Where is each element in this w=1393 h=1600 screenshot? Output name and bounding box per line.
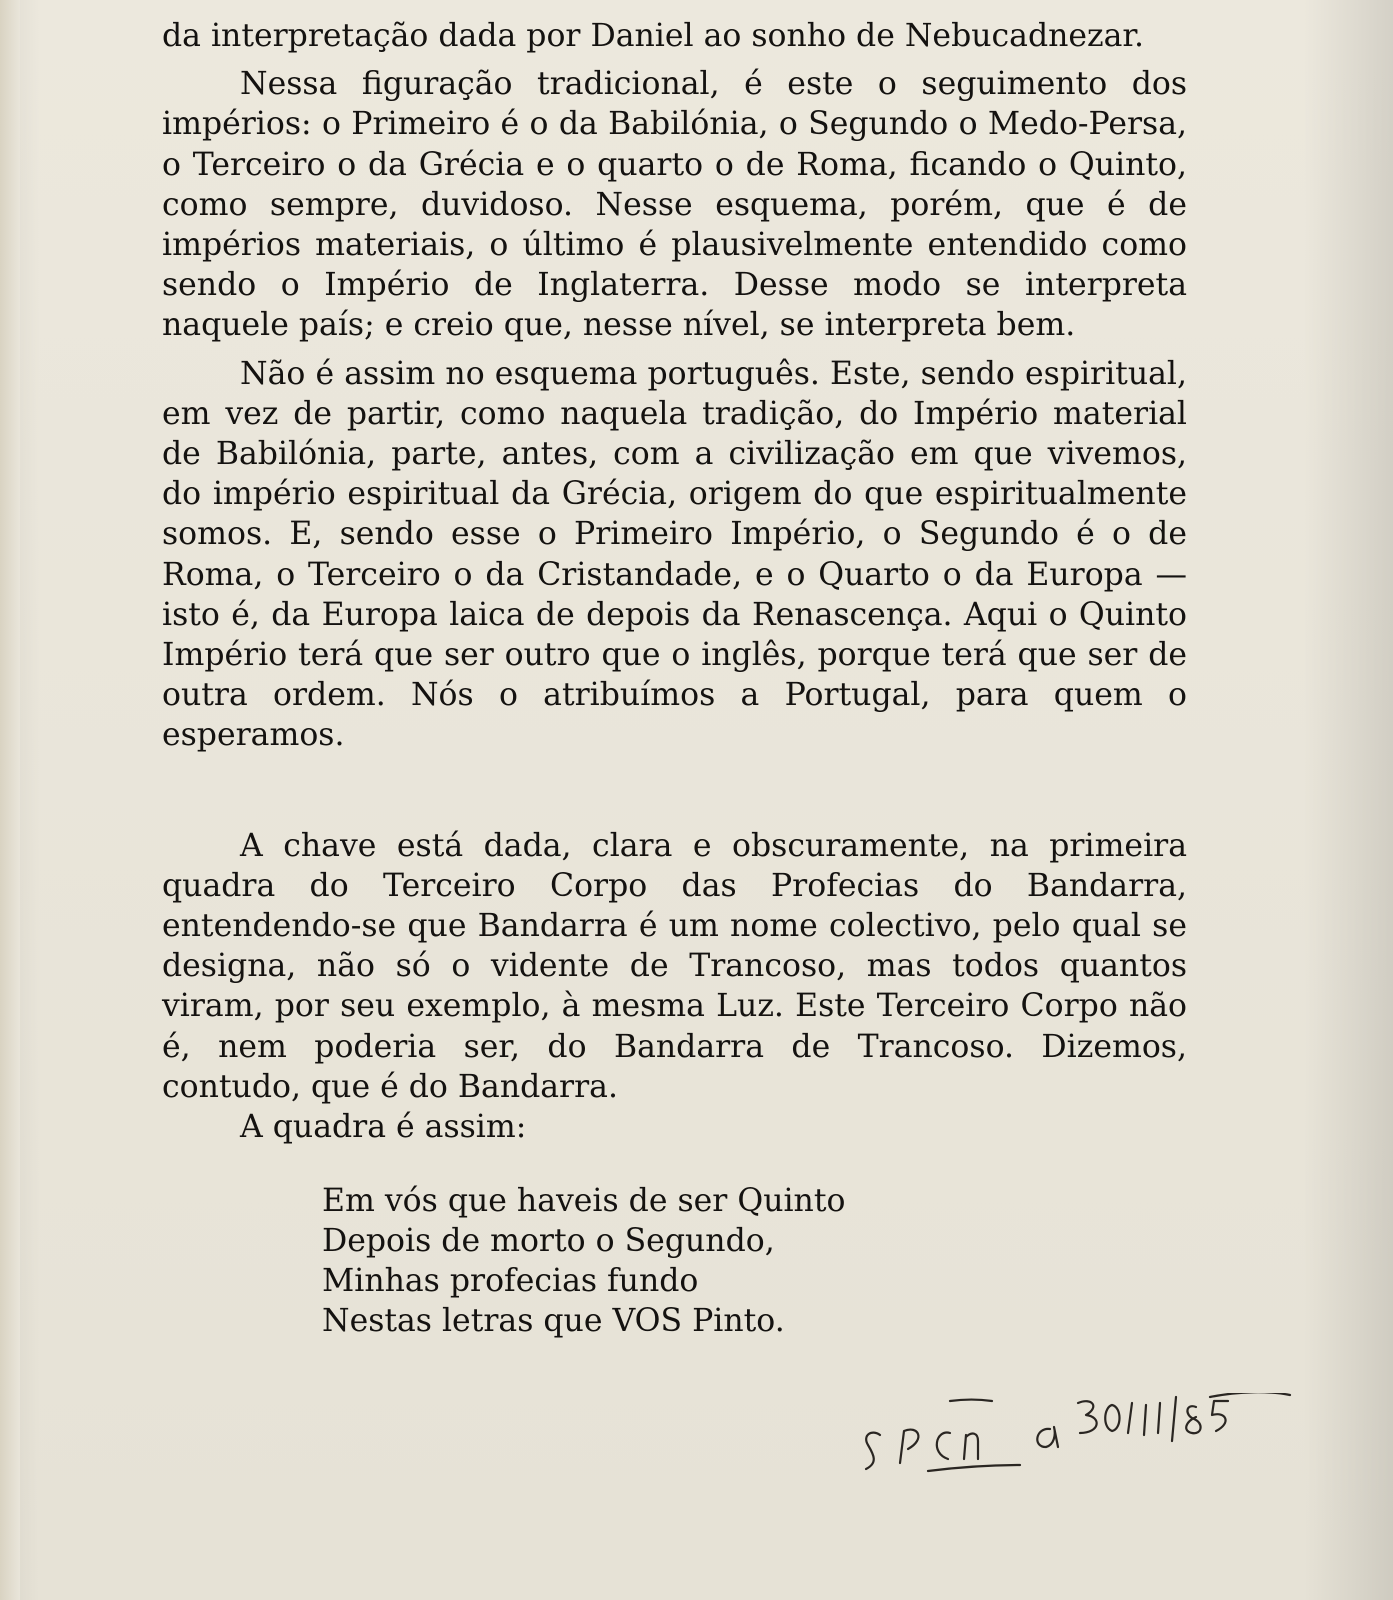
- book-text: [162, 16, 1187, 1341]
- verse-line-2: Depois de morto o Segundo,: [322, 1223, 775, 1260]
- paragraph-1: da interpretação dada por Daniel ao sonho de Nebucadnezar.: [162, 18, 1145, 54]
- verse-line-4: Nestas letras que VOS Pinto.: [322, 1303, 785, 1340]
- paragraph-2: Nessa figuração tradicional, é este o seguimento dos impérios: o Primeiro é o da Babilónia, o Segundo o Medo-Persa, o Terceiro o da Grécia e o quarto o de Roma, ficando o Quinto, como sempre, duvidoso. Nesse esquema, porém, que é de impérios materiais, o último é plausivelmente entendido como sendo o Império de Inglaterra. Desse modo se interpreta naquele país; e creio que, nesse nível, se interpreta bem.: [162, 66, 1187, 344]
- handwritten-annotation: [860, 1393, 1300, 1513]
- quatrain: [322, 1181, 1187, 1341]
- paragraph-4: A chave está dada, clara e obscuramente, na primeira quadra do Terceiro Corpo das Profecias do Bandarra, entendendo-se que Bandarra é um nome colectivo, pelo qual se designa, não só o vidente de Trancoso, mas todos quantos viram, por seu exemplo, à mesma Luz. Este Terceiro Corpo não é, nem poderia ser, do Bandarra de Trancoso. Dizemos, contudo, que é do Bandarra.: [162, 827, 1187, 1105]
- paragraph-3: Não é assim no esquema português. Este, sendo espiritual, em vez de partir, como naquela tradição, do Império material de Babilónia, parte, antes, com a civilização em que vivemos, do império espiritual da Grécia, origem do que espiritualmente somos. E, sendo esse o Primeiro Império, o Segundo é o de Roma, o Terceiro o da Cristandade, e o Quarto o da Europa — isto é, da Europa laica de depois da Renascença. Aqui o Quinto Império terá que ser outro que o inglês, porque terá que ser de outra ordem. Nós o atribuímos a Portugal, para quem o esperamos.: [162, 355, 1187, 754]
- handwriting-signature-icon: [860, 1393, 1300, 1513]
- verse-line-1: Em vós que haveis de ser Quinto: [322, 1183, 846, 1220]
- verse-intro: A quadra é assim:: [240, 1109, 527, 1146]
- verse-line-3: Minhas profecias fundo: [322, 1263, 699, 1300]
- handwritten-annotation-text: [860, 1393, 861, 1394]
- page-edge-shadow: [0, 0, 20, 1600]
